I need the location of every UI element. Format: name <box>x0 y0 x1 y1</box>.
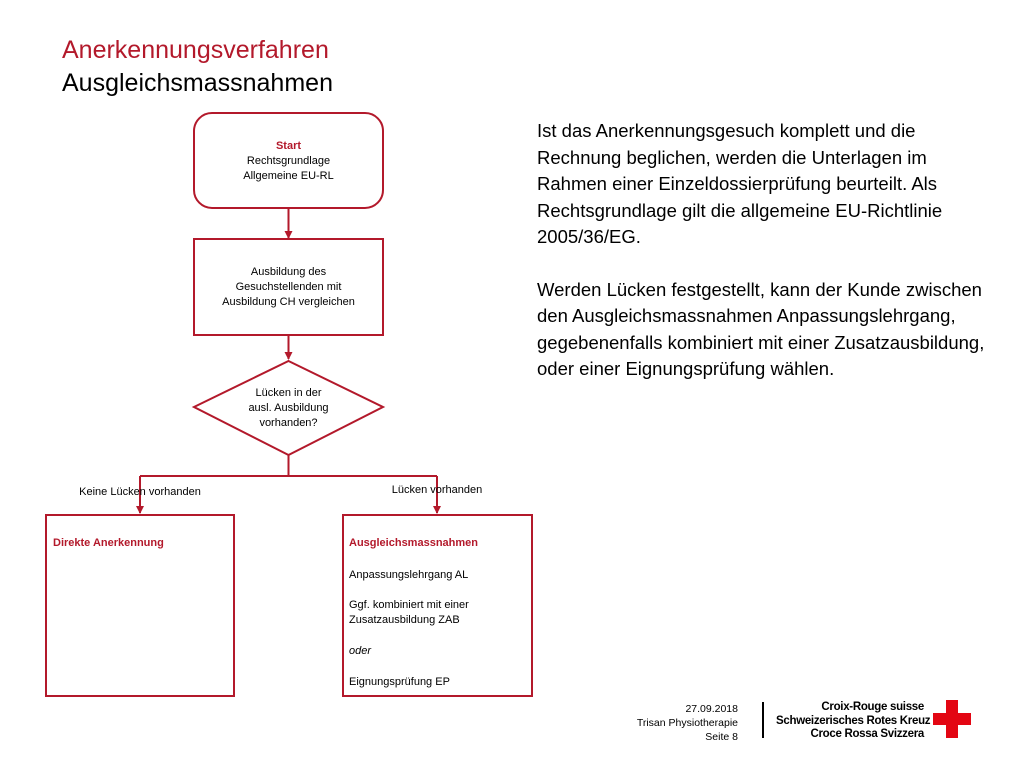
branch-left-label: Keine Lücken vorhanden <box>79 486 201 498</box>
body-paragraph-2: Werden Lücken festgestellt, kann der Kunde zwischen den Ausgleichsmassnahmen Anpassungslehrgang, gegebenenfalls kombiniert mit einer Zusatzausbildung, oder einer Eignungsprüfung wählen. <box>537 278 985 379</box>
branch-right-label: Lücken vorhanden <box>391 484 483 496</box>
right-box-item-2-line-1: Ggf. kombiniert mit einer <box>349 599 469 611</box>
body-text <box>537 118 987 409</box>
right-box-item-2-line-2: Zusatzausbildung ZAB <box>349 614 460 626</box>
footer-meta <box>637 702 738 744</box>
right-box-item-3: Eignungsprüfung EP <box>349 676 450 688</box>
right-box-item-1: Anpassungslehrgang AL <box>349 569 469 581</box>
decision-line-1: Lücken in der <box>255 387 322 399</box>
brand-line-fr: Croix-Rouge suisse <box>821 701 924 713</box>
start-node <box>194 113 383 208</box>
compare-line-1: Ausbildung des <box>250 266 327 278</box>
compare-line-3: Ausbildung CH vergleichen <box>222 296 355 308</box>
start-line-2: Allgemeine EU-RL <box>243 170 334 182</box>
direct-recognition-box <box>46 515 234 696</box>
footer-page-number: Seite 8 <box>705 731 738 743</box>
start-heading: Start <box>275 140 302 152</box>
left-box-heading: Direkte Anerkennung <box>53 537 164 549</box>
body-paragraph-1: Ist das Anerkennungsgesuch komplett und die Rechnung beglichen, werden die Unterlagen im Rahmen einer Einzeldossierprüfung beurteilt. Als Rechtsgrundlage gilt die allgemeine EU-Richtlinie 2005/36/EG. <box>537 120 943 247</box>
decision-line-3: vorhanden? <box>259 417 318 429</box>
footer-org: Trisan Physiotherapie <box>636 717 738 729</box>
decision-node <box>194 361 383 455</box>
brand-line-de: Schweizerisches Rotes Kreuz <box>776 714 931 727</box>
footer-divider <box>762 702 764 738</box>
compare-node <box>194 239 383 335</box>
page-subtitle: Ausgleichsmassnahmen <box>62 69 333 97</box>
brand-name-block <box>776 701 931 742</box>
compensation-measures-box <box>343 515 532 696</box>
right-box-connector: oder <box>349 645 372 657</box>
decision-line-2: ausl. Ausbildung <box>248 402 329 414</box>
brand-line-it: Croce Rossa Svizzera <box>810 728 924 740</box>
page-title: Anerkennungsverfahren <box>62 36 329 64</box>
compare-line-2: Gesuchstellenden mit <box>235 281 342 293</box>
start-line-1: Rechtsgrundlage <box>246 155 331 167</box>
right-box-heading: Ausgleichsmassnahmen <box>349 537 478 549</box>
red-cross-icon <box>933 700 971 738</box>
footer-date: 27.09.2018 <box>685 703 738 715</box>
